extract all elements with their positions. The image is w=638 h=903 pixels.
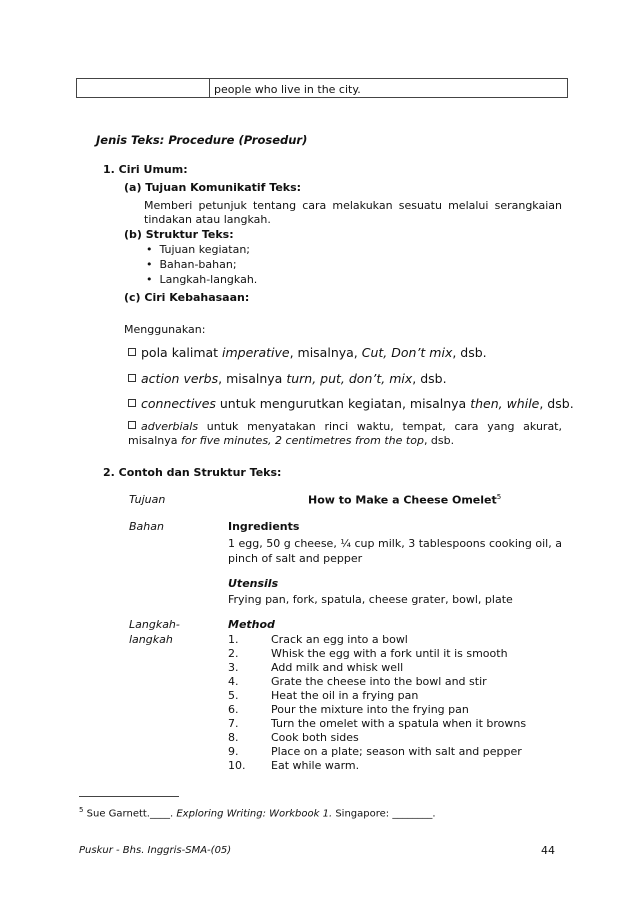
bullet-item: • Tujuan kegiatan;	[146, 243, 250, 256]
s1b-title: (b) Struktur Teks:	[124, 228, 234, 241]
method-step-text: Heat the oil in a frying pan	[271, 689, 419, 702]
feature-item: adverbials untuk menyatakan rinci waktu, tempat, cara yang akurat, misalnya for five minutes, 2 centimetres from the top, dsb.	[128, 420, 562, 447]
checkbox-icon	[128, 399, 136, 407]
s1-title: 1. Ciri Umum:	[103, 163, 188, 176]
feature-item: action verbs, misalnya turn, put, don’t, mix, dsb.	[128, 371, 447, 386]
method-step-text: Pour the mixture into the frying pan	[271, 703, 469, 716]
method-step-text: Cook both sides	[271, 731, 359, 744]
method-step: 7.	[228, 717, 239, 730]
feature-item: pola kalimat imperative, misalnya, Cut, Don’t mix, dsb.	[128, 345, 487, 360]
checkbox-icon	[128, 374, 136, 382]
footnote: $^5$ Sue Garnett.____. Exploring Writing: Workbook 1. Singapore: ________.	[79, 806, 436, 820]
bullet-item: • Langkah-langkah.	[146, 273, 258, 286]
menggunakan-label: Menggunakan:	[124, 323, 206, 336]
method-title: Method	[228, 618, 275, 631]
langkah-label: Langkah-	[129, 618, 180, 631]
utensils-title: Utensils	[228, 577, 279, 590]
s2-title: 2. Contoh dan Struktur Teks:	[103, 466, 282, 479]
method-step-text: Turn the omelet with a spatula when it browns	[271, 717, 527, 730]
s1c-title: (c) Ciri Kebahasaan:	[124, 291, 250, 304]
bahan-label: Bahan	[129, 520, 164, 533]
method-step-text: Add milk and whisk well	[271, 661, 404, 674]
method-step: 4.	[228, 675, 239, 688]
s1a-text: Memberi petunjuk tentang cara melakukan sesuatu melalui serangkaian tindakan atau langkah.	[144, 199, 562, 226]
footer-source: Puskur - Bhs. Inggris-SMA-(05)	[79, 845, 232, 856]
checkbox-icon	[128, 421, 136, 429]
table-fragment	[76, 78, 568, 98]
utensils-text: Frying pan, fork, spatula, cheese grater, bowl, plate	[228, 593, 513, 606]
ingredients-text: 1 egg, 50 g cheese, ¼ cup milk, 3 tablespoons cooking oil, a pinch of salt and pepper	[228, 537, 562, 565]
feature-item: connectives untuk mengurutkan kegiatan, misalnya then, while, dsb.	[128, 396, 574, 411]
method-step: 6.	[228, 703, 239, 716]
method-step: 10.	[228, 759, 246, 772]
method-step: 9.	[228, 745, 239, 758]
tujuan-label: Tujuan	[129, 493, 166, 506]
method-step: 1.	[228, 633, 239, 646]
method-step: 5.	[228, 689, 239, 702]
s1a-title: (a) Tujuan Komunikatif Teks:	[124, 181, 302, 194]
bullet-text: Tujuan kegiatan;	[159, 243, 250, 256]
recipe-title: How to Make a Cheese Omelet$^5$	[308, 493, 502, 507]
footnote-ref: 5	[496, 493, 502, 501]
method-step-text: Eat while warm.	[271, 759, 360, 772]
bullet-text: Langkah-langkah.	[159, 273, 258, 286]
ingredients-title: Ingredients	[228, 520, 300, 533]
method-step-text: Whisk the egg with a fork until it is smooth	[271, 647, 508, 660]
bullet-item: • Bahan-bahan;	[146, 258, 237, 271]
footnote-rule	[79, 796, 179, 797]
checkbox-icon	[128, 348, 136, 356]
method-step-text: Crack an egg into a bowl	[271, 633, 408, 646]
table-cell: people who live in the city.	[214, 83, 361, 96]
page-number: 44	[541, 844, 555, 857]
method-step: 8.	[228, 731, 239, 744]
langkah-label-2: langkah	[129, 633, 173, 646]
method-step: 3.	[228, 661, 239, 674]
section-heading: Jenis Teks: Procedure (Prosedur)	[96, 133, 308, 147]
table-divider	[209, 79, 210, 97]
bullet-text: Bahan-bahan;	[159, 258, 237, 271]
method-step-text: Grate the cheese into the bowl and stir	[271, 675, 487, 688]
method-step-text: Place on a plate; season with salt and pepper	[271, 745, 522, 758]
method-step: 2.	[228, 647, 239, 660]
